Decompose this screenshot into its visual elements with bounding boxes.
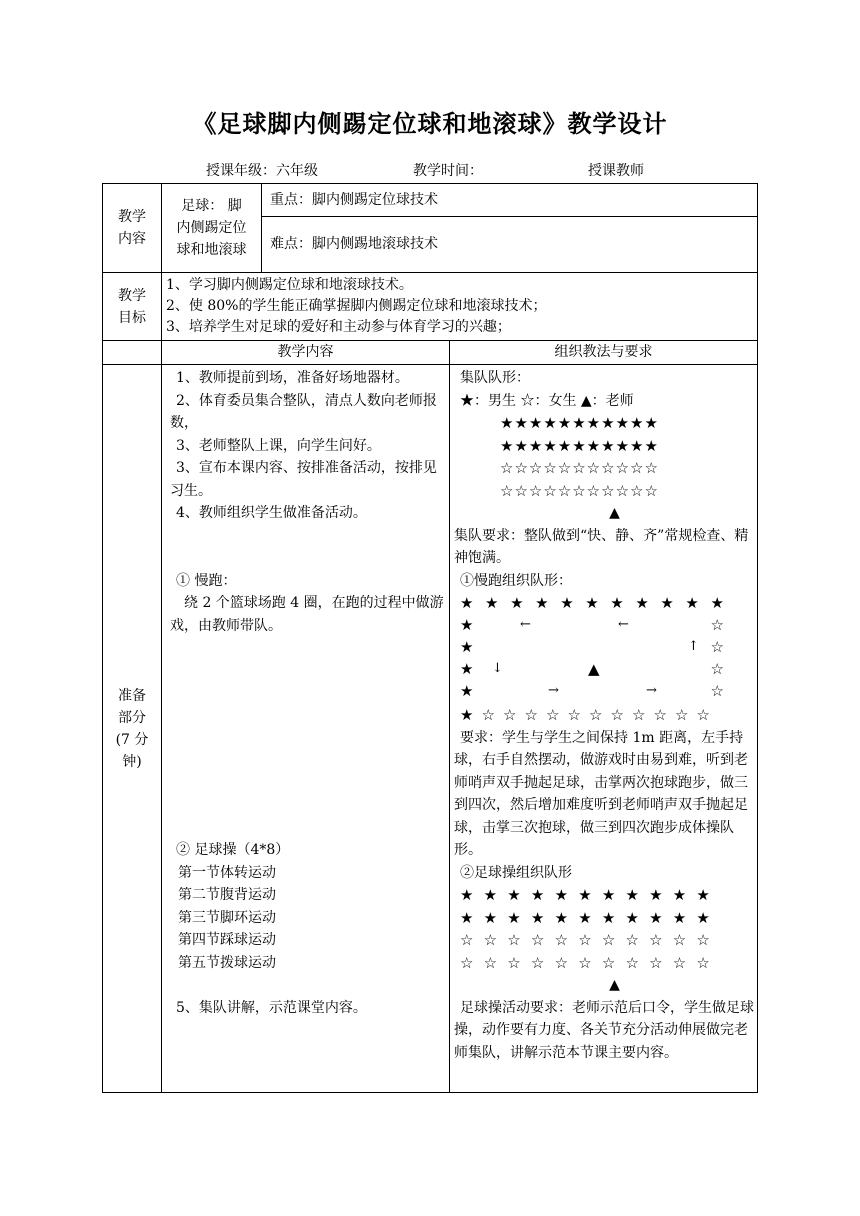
girl-icon: ☆ [653, 706, 667, 724]
girl-icon: ☆ [546, 706, 560, 724]
step4: 4、教师组织学生做准备活动。 [176, 505, 367, 521]
step3b: 3、宣布本课内容、按排准备活动，按排见习生。 [170, 460, 437, 499]
boy-icon: ★ [585, 594, 599, 612]
boy-icon: ★ [660, 594, 674, 612]
exercise-item: 第四节踩球运动 [178, 932, 276, 948]
exercise-item: 第一节体转运动 [178, 864, 276, 881]
formation-requirement: 集队要求：整队做到“快、静、齐”常规检查、精神饱满。 [454, 527, 749, 566]
arrow-right-icon: → [548, 683, 559, 698]
boy-icon: ★ [460, 638, 474, 656]
exercise-boys-row: ★ ★ ★ ★ ★ ★ ★ ★ ★ ★ ★ [460, 886, 710, 904]
boy-icon: ★ [460, 616, 474, 634]
exercise-formation-title: ②足球操组织队形 [460, 864, 572, 881]
girl-icon: ☆ [710, 616, 724, 634]
meta-time: 教学时间： [413, 163, 483, 179]
step5: 5、集队讲解，示范课堂内容。 [176, 999, 367, 1016]
section-label: 准备部分(7 分钟) [115, 687, 149, 770]
goal-item: 2、使 80%的学生能正确掌握脚内侧踢定位球和地滚球技术； [166, 298, 547, 314]
difficulty-cell [262, 217, 758, 273]
boys-row: ★★★★★★★★★★★ [500, 414, 659, 432]
girl-icon: ☆ [481, 706, 495, 724]
step3a: 3、老师整队上课，向学生问好。 [176, 437, 381, 454]
exercise-teacher-marker: ▲ [609, 977, 620, 993]
jog-formation-diagram [460, 592, 724, 704]
goals-cell [162, 273, 758, 341]
jog-formation-title: ①慢跑组织队形： [460, 572, 572, 589]
step2: 2、体育委员集合整队，清点人数向老师报数， [170, 392, 437, 431]
lesson-table [102, 183, 758, 1093]
arrow-left-icon: ← [520, 617, 531, 632]
arrow-up-icon: ↑ [688, 639, 699, 654]
section-right-cell [450, 365, 758, 1093]
boy-icon: ★ [710, 594, 724, 612]
boy-icon: ★ [685, 594, 699, 612]
girl-icon: ☆ [589, 706, 603, 724]
teacher-marker: ▲ [609, 505, 620, 521]
jog-top-row [460, 592, 724, 615]
exercise-item: 第三节脚环运动 [178, 909, 276, 926]
formation-title: 集队队形： [460, 370, 530, 386]
girl-icon: ☆ [696, 706, 710, 724]
teacher-icon: ▲ [588, 660, 600, 678]
meta-teacher: 授课教师 [588, 163, 644, 179]
boy-icon: ★ [460, 660, 474, 678]
section-label-cell [103, 365, 162, 1093]
boy-icon: ★ [635, 594, 649, 612]
key-point-cell [262, 184, 758, 217]
exercise-boys-row: ★ ★ ★ ★ ★ ★ ★ ★ ★ ★ ★ [460, 908, 710, 927]
boy-icon: ★ [560, 594, 574, 612]
exercise-requirement: 足球操活动要求：老师示范后口令，学生做足球操，动作要有力度、各关节充分活动伸展做完老师集队，讲解示范本节课主要内容。 [454, 999, 754, 1061]
boy-icon: ★ [510, 594, 524, 612]
boys-row: ★★★★★★★★★★★ [500, 436, 659, 455]
girl-icon: ☆ [632, 706, 646, 724]
header-content: 教学内容 [162, 341, 450, 365]
goal-item: 1、学习脚内侧踢定位球和地滚球技术。 [166, 277, 413, 293]
topic-text: 足球： 脚内侧踢定位球和地滚球 [176, 198, 247, 258]
girl-icon: ☆ [503, 706, 517, 724]
arrow-down-icon: ↓ [492, 661, 503, 676]
boy-icon: ★ [485, 594, 499, 612]
girl-icon: ☆ [610, 706, 624, 724]
jog-desc: 绕 2 个篮球场跑 4 圈，在跑的过程中做游戏，由教师带队。 [170, 595, 444, 634]
arrow-left-icon: ← [618, 617, 629, 632]
girl-icon: ☆ [710, 682, 724, 700]
meta-grade: 授课年级：六年级 [206, 163, 318, 179]
jog-bottom-row [460, 704, 710, 727]
girl-icon: ☆ [524, 706, 538, 724]
exercise-girls-row: ☆ ☆ ☆ ☆ ☆ ☆ ☆ ☆ ☆ ☆ ☆ [460, 931, 710, 949]
step1: 1、教师提前到场，准备好场地器材。 [176, 370, 409, 386]
content-label-cell [103, 184, 162, 273]
girl-icon: ☆ [675, 706, 689, 724]
goal-item: 3、培养学生对足球的爱好和主动参与体育学习的兴趣； [166, 319, 511, 335]
content-label: 教学内容 [117, 209, 146, 247]
arrow-right-icon: → [646, 683, 657, 698]
goals-label-cell [103, 273, 162, 341]
jog-title: ① 慢跑： [176, 572, 237, 589]
exercise-title: ② 足球操（4*8） [176, 842, 290, 858]
exercise-item: 第二节腹背运动 [178, 887, 276, 903]
exercise-item: 第五节拨球运动 [178, 954, 276, 971]
section-left-cell [162, 365, 450, 1093]
girl-icon: ☆ [710, 638, 724, 656]
exercise-girls-row: ☆ ☆ ☆ ☆ ☆ ☆ ☆ ☆ ☆ ☆ ☆ [460, 953, 710, 972]
boy-icon: ★ [460, 594, 474, 612]
girls-row: ☆☆☆☆☆☆☆☆☆☆☆ [500, 481, 659, 500]
boy-icon: ★ [460, 682, 474, 700]
boy-icon: ★ [460, 706, 474, 724]
girls-row: ☆☆☆☆☆☆☆☆☆☆☆ [500, 459, 659, 477]
formation-legend: ★：男生 ☆：女生 ▲：老师 [460, 392, 634, 409]
header-blank [103, 341, 162, 365]
topic-cell [162, 184, 262, 273]
document-title: 《足球脚内侧踢定位球和地滚球》教学设计 [192, 109, 668, 138]
girl-icon: ☆ [710, 660, 724, 678]
goals-label: 教学目标 [117, 287, 146, 326]
jog-requirement: 要求：学生与学生之间保持 1m 距离，左手持球，右手自然摆动，做游戏时由易到难，听到老师哨声双手抛起足球，击掌两次抱球跑步，做三到四次，然后增加难度听到老师哨声双手抛起足球，击掌三次抱球，做三到四次跑步成体操队形。 [454, 729, 748, 858]
key-point-text: 重点：脚内侧踢定位球技术 [270, 191, 438, 208]
boy-icon: ★ [535, 594, 549, 612]
girl-icon: ☆ [567, 706, 581, 724]
header-method: 组织教法与要求 [450, 341, 758, 365]
difficulty-text: 难点：脚内侧踢地滚球技术 [270, 236, 438, 253]
boy-icon: ★ [610, 594, 624, 612]
